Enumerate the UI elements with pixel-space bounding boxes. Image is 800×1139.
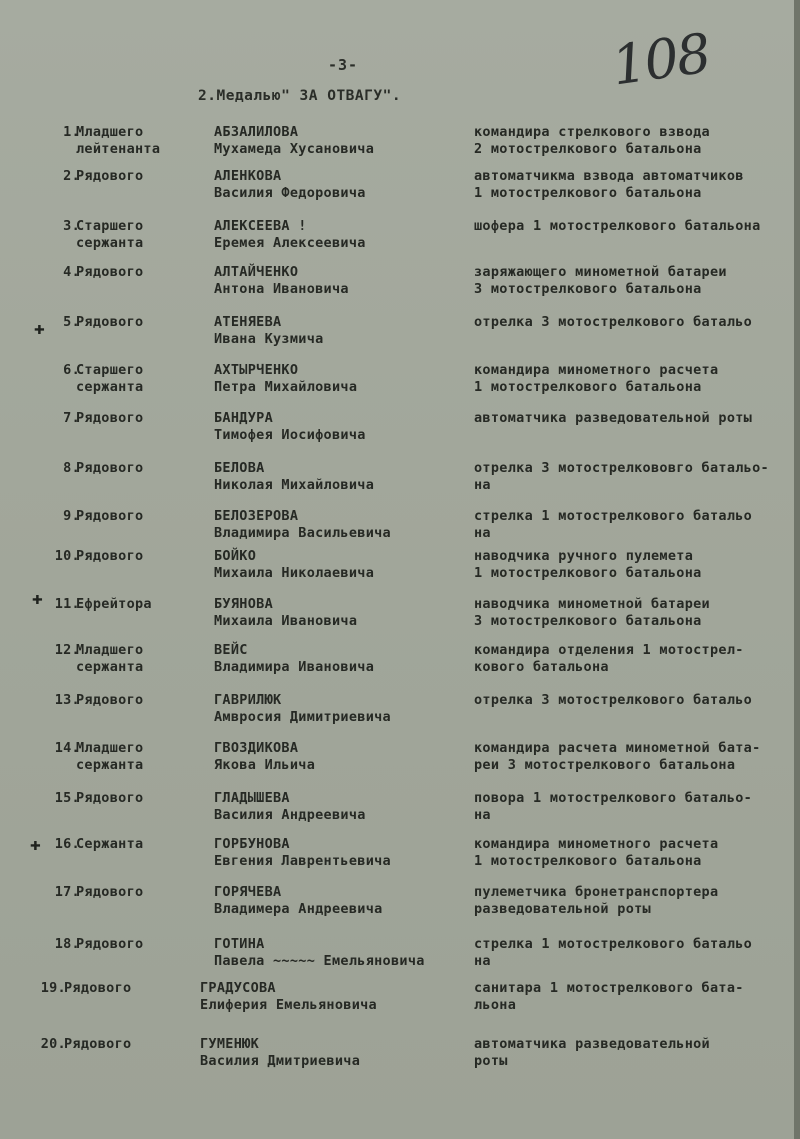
entry-number: 10. bbox=[54, 548, 80, 564]
entry-position bbox=[474, 314, 752, 331]
entry-name bbox=[214, 642, 374, 676]
entry-rank bbox=[76, 642, 196, 676]
entry-name-line: ГАВРИЛЮК bbox=[214, 692, 282, 708]
entry-position-line: повора 1 мотострелкового батальо- bbox=[474, 790, 753, 806]
entry-name bbox=[214, 168, 366, 202]
entry-number: 4. bbox=[63, 264, 80, 280]
entry-rank-line: Рядового bbox=[64, 980, 132, 996]
entry-position-line: автоматчикма взвода автоматчиков bbox=[474, 168, 744, 184]
entry-rank-line: Рядового bbox=[76, 410, 144, 426]
entry-position-line: роты bbox=[474, 1053, 508, 1069]
entry-position bbox=[474, 884, 718, 918]
entry-name-line: АХТЫРЧЕНКО bbox=[214, 362, 299, 378]
entry-rank-line: Старшего bbox=[76, 362, 144, 378]
entry-position-line: отрелка 3 мотострелкововго батальо- bbox=[474, 460, 769, 476]
entry-position bbox=[474, 460, 769, 494]
entry-number: 16. bbox=[54, 836, 80, 852]
entry-position-line: на bbox=[474, 807, 491, 823]
entry-number: 17. bbox=[54, 884, 80, 900]
entry-name-line: Павела ~~~~~ Емельяновича bbox=[214, 953, 425, 969]
entry-rank bbox=[76, 218, 196, 252]
entry-rank bbox=[64, 980, 184, 997]
entry-rank-line: Рядового bbox=[76, 314, 144, 330]
entry-name-line: Тимофея Иосифовича bbox=[214, 427, 366, 443]
entry-position-line: 3 мотострелкового батальона bbox=[474, 613, 702, 629]
entry-position-line: реи 3 мотострелкового батальона bbox=[474, 757, 736, 773]
entry-rank-line: Старшего bbox=[76, 218, 144, 234]
entry-rank-line: Рядового bbox=[64, 1036, 132, 1052]
list-item bbox=[0, 980, 800, 1024]
entry-rank bbox=[76, 790, 196, 807]
entry-position-line: на bbox=[474, 477, 491, 493]
entry-rank-line: Ефрейтора bbox=[76, 596, 152, 612]
entry-name-line: Амвросия Димитриевича bbox=[214, 709, 391, 725]
entry-name-line: АЛЕНКОВА bbox=[214, 168, 282, 184]
entry-name bbox=[214, 362, 357, 396]
entry-name bbox=[214, 884, 383, 918]
entry-name-line: Мухамеда Хусановича bbox=[214, 141, 375, 157]
entry-name-line: АЛТАЙЧЕНКО bbox=[214, 264, 299, 280]
entry-position bbox=[474, 124, 710, 158]
entry-name-line: АТЕНЯЕВА bbox=[214, 314, 282, 330]
entry-position-line: кового батальона bbox=[474, 659, 609, 675]
entry-rank-line: сержанта bbox=[76, 757, 144, 773]
entry-rank bbox=[76, 264, 196, 281]
list-item bbox=[0, 642, 800, 686]
entry-name bbox=[214, 740, 315, 774]
entry-number: 2. bbox=[63, 168, 80, 184]
entry-name-line: ГЛАДЫШЕВА bbox=[214, 790, 290, 806]
entry-name-line: ГВОЗДИКОВА bbox=[214, 740, 299, 756]
entry-position-line: наводчика ручного пулемета bbox=[474, 548, 694, 564]
list-item bbox=[0, 740, 800, 784]
entry-position bbox=[474, 1036, 710, 1070]
page-number: -3- bbox=[328, 56, 359, 74]
entry-position bbox=[474, 362, 718, 396]
entry-position-line: автоматчика разведовательной роты bbox=[474, 410, 753, 426]
entry-name-line: Еремея Алексеевича bbox=[214, 235, 366, 251]
list-item bbox=[0, 460, 800, 504]
entry-position-line: стрелка 1 мотострелкового батальо bbox=[474, 508, 753, 524]
entry-position-line: автоматчика разведовательной bbox=[474, 1036, 710, 1052]
entry-name-line: Петра Михайловича bbox=[214, 379, 358, 395]
entry-rank bbox=[76, 124, 196, 158]
entry-rank bbox=[76, 692, 196, 709]
entry-rank bbox=[76, 548, 196, 565]
entry-position-line: 1 мотострелкового батальона bbox=[474, 853, 702, 869]
list-item bbox=[0, 264, 800, 308]
entry-name-line: Михаила Ивановича bbox=[214, 613, 358, 629]
entry-name-line: Евгения Лаврентьевича bbox=[214, 853, 391, 869]
entry-position-line: на bbox=[474, 525, 491, 541]
entry-rank-line: Рядового bbox=[76, 692, 144, 708]
entry-name-line: ГУМЕНЮК bbox=[200, 1036, 259, 1052]
entry-rank-line: Сержанта bbox=[76, 836, 144, 852]
entry-position-line: командира отделения 1 мотострел- bbox=[474, 642, 744, 658]
entry-position-line: санитара 1 мотострелкового бата- bbox=[474, 980, 744, 996]
entry-rank bbox=[76, 884, 196, 901]
entry-position bbox=[474, 410, 752, 427]
entry-position-line: отрелка 3 мотострелкового батальо bbox=[474, 692, 753, 708]
pencil-cross-mark: ✚ bbox=[32, 588, 43, 609]
entry-position-line: 1 мотострелкового батальона bbox=[474, 185, 702, 201]
entry-number: 14. bbox=[54, 740, 80, 756]
entry-name-line: БОЙКО bbox=[214, 548, 257, 564]
entry-number: 15. bbox=[54, 790, 80, 806]
entry-number: 9. bbox=[63, 508, 80, 524]
entry-rank-line: сержанта bbox=[76, 379, 144, 395]
entry-name-line: АБЗАЛИЛОВА bbox=[214, 124, 299, 140]
entry-name-line: ГОТИНА bbox=[214, 936, 265, 952]
list-item bbox=[0, 836, 800, 880]
entry-position bbox=[474, 936, 752, 970]
entry-position-line: 1 мотострелкового батальона bbox=[474, 379, 702, 395]
entry-position-line: 1 мотострелкового батальона bbox=[474, 565, 702, 581]
entry-position bbox=[474, 218, 761, 235]
entry-rank bbox=[76, 362, 196, 396]
entry-rank bbox=[76, 314, 196, 331]
entry-number: 1. bbox=[63, 124, 80, 140]
entry-position-line: заряжающего минометной батареи bbox=[474, 264, 727, 280]
entry-position bbox=[474, 692, 752, 709]
entry-rank bbox=[76, 508, 196, 525]
entry-position bbox=[474, 508, 752, 542]
entry-name-line: Елиферия Емельяновича bbox=[200, 997, 377, 1013]
list-item bbox=[0, 362, 800, 406]
entry-name bbox=[214, 460, 374, 494]
list-item bbox=[0, 410, 800, 454]
entry-position-line: 2 мотострелкового батальона bbox=[474, 141, 702, 157]
entry-rank-line: Рядового bbox=[76, 168, 144, 184]
entry-position-line: командира минометного расчета bbox=[474, 362, 719, 378]
entry-rank bbox=[76, 596, 196, 613]
entry-name-line: АЛЕКСЕЕВА ! bbox=[214, 218, 307, 234]
list-item bbox=[0, 884, 800, 928]
entry-rank bbox=[64, 1036, 184, 1053]
entry-number: 8. bbox=[63, 460, 80, 476]
entry-number: 19. bbox=[40, 980, 66, 996]
list-item bbox=[0, 124, 800, 168]
entry-name-line: БЕЛОЗЕРОВА bbox=[214, 508, 299, 524]
entry-name bbox=[200, 1036, 360, 1070]
entry-position bbox=[474, 548, 702, 582]
entry-name bbox=[200, 980, 377, 1014]
entry-name bbox=[214, 410, 366, 444]
pencil-cross-mark: ✚ bbox=[30, 834, 41, 855]
entry-name-line: БЕЛОВА bbox=[214, 460, 265, 476]
entry-position-line: наводчика минометной батареи bbox=[474, 596, 710, 612]
entry-position bbox=[474, 642, 744, 676]
entry-number: 13. bbox=[54, 692, 80, 708]
entry-position-line: командира стрелкового взвода bbox=[474, 124, 710, 140]
list-item bbox=[0, 1036, 800, 1080]
entry-name-line: Ивана Кузмича bbox=[214, 331, 324, 347]
list-item bbox=[0, 692, 800, 736]
entry-position-line: отрелка 3 мотострелкового батальо bbox=[474, 314, 753, 330]
entry-name-line: ГРАДУСОВА bbox=[200, 980, 276, 996]
entry-name bbox=[214, 790, 366, 824]
entry-name bbox=[214, 548, 374, 582]
entry-rank-line: сержанта bbox=[76, 659, 144, 675]
entry-name-line: Василия Дмитриевича bbox=[200, 1053, 361, 1069]
entry-rank-line: Младшего bbox=[76, 642, 144, 658]
entry-number: 3. bbox=[63, 218, 80, 234]
entry-position-line: командира расчета минометной бата- bbox=[474, 740, 761, 756]
entry-position-line: шофера 1 мотострелкового батальона bbox=[474, 218, 761, 234]
entry-rank-line: сержанта bbox=[76, 235, 144, 251]
entry-rank bbox=[76, 836, 196, 853]
entry-rank-line: Рядового bbox=[76, 548, 144, 564]
pencil-cross-mark: ✚ bbox=[34, 318, 45, 339]
entry-rank bbox=[76, 168, 196, 185]
entry-name bbox=[214, 936, 425, 970]
entry-position-line: стрелка 1 мотострелкового батальо bbox=[474, 936, 753, 952]
list-item bbox=[0, 168, 800, 212]
entry-rank bbox=[76, 460, 196, 477]
entry-position-line: разведовательной роты bbox=[474, 901, 651, 917]
entry-rank bbox=[76, 410, 196, 427]
entry-number: 5. bbox=[63, 314, 80, 330]
list-item bbox=[0, 936, 800, 980]
entry-name-line: Василия Федоровича bbox=[214, 185, 366, 201]
list-item bbox=[0, 314, 800, 358]
entry-number: 11. bbox=[54, 596, 80, 612]
entry-name-line: ГОРБУНОВА bbox=[214, 836, 290, 852]
entry-position bbox=[474, 740, 761, 774]
entry-name-line: Владимира Васильевича bbox=[214, 525, 391, 541]
entry-name-line: Владимера Андреевича bbox=[214, 901, 383, 917]
entry-name-line: Якова Ильича bbox=[214, 757, 316, 773]
entry-name-line: БУЯНОВА bbox=[214, 596, 273, 612]
list-item bbox=[0, 790, 800, 834]
handwritten-page-number: 108 bbox=[608, 21, 713, 98]
entry-position bbox=[474, 790, 752, 824]
entry-name bbox=[214, 218, 366, 252]
entry-name bbox=[214, 314, 324, 348]
entry-name-line: ВЕЙС bbox=[214, 642, 248, 658]
entry-position-line: пулеметчика бронетранспортера bbox=[474, 884, 719, 900]
entry-name-line: Василия Андреевича bbox=[214, 807, 366, 823]
entry-position-line: льона bbox=[474, 997, 517, 1013]
entry-position-line: на bbox=[474, 953, 491, 969]
entry-rank-line: Рядового bbox=[76, 936, 144, 952]
entry-rank-line: Рядового bbox=[76, 460, 144, 476]
entry-name-line: Николая Михайловича bbox=[214, 477, 375, 493]
entry-number: 12. bbox=[54, 642, 80, 658]
entry-position-line: командира минометного расчета bbox=[474, 836, 719, 852]
entry-number: 18. bbox=[54, 936, 80, 952]
entry-name bbox=[214, 124, 374, 158]
entry-name-line: БАНДУРА bbox=[214, 410, 273, 426]
entry-position bbox=[474, 596, 710, 630]
entry-position bbox=[474, 168, 744, 202]
entry-rank-line: Младшего bbox=[76, 740, 144, 756]
entry-position bbox=[474, 836, 718, 870]
entry-rank-line: лейтенанта bbox=[76, 141, 161, 157]
entry-position bbox=[474, 980, 744, 1014]
entry-position-line: 3 мотострелкового батальона bbox=[474, 281, 702, 297]
entry-rank bbox=[76, 936, 196, 953]
section-title: 2.Медалью" ЗА ОТВАГУ". bbox=[198, 88, 402, 104]
entry-name-line: Михаила Николаевича bbox=[214, 565, 375, 581]
entry-rank-line: Рядового bbox=[76, 264, 144, 280]
entry-number: 20. bbox=[40, 1036, 66, 1052]
entry-position bbox=[474, 264, 727, 298]
entry-number: 7. bbox=[63, 410, 80, 426]
entry-rank-line: Рядового bbox=[76, 790, 144, 806]
entry-name bbox=[214, 596, 357, 630]
entry-name bbox=[214, 264, 349, 298]
entry-name bbox=[214, 692, 391, 726]
list-item bbox=[0, 508, 800, 552]
list-item bbox=[0, 548, 800, 592]
entry-rank-line: Рядового bbox=[76, 508, 144, 524]
list-item bbox=[0, 218, 800, 262]
entry-name bbox=[214, 836, 391, 870]
entry-rank-line: Младшего bbox=[76, 124, 144, 140]
entry-number: 6. bbox=[63, 362, 80, 378]
entry-name-line: Антона Ивановича bbox=[214, 281, 349, 297]
list-item bbox=[0, 596, 800, 640]
entry-rank bbox=[76, 740, 196, 774]
entry-name bbox=[214, 508, 391, 542]
entry-rank-line: Рядового bbox=[76, 884, 144, 900]
entry-name-line: ГОРЯЧЕВА bbox=[214, 884, 282, 900]
entry-name-line: Владимира Ивановича bbox=[214, 659, 375, 675]
